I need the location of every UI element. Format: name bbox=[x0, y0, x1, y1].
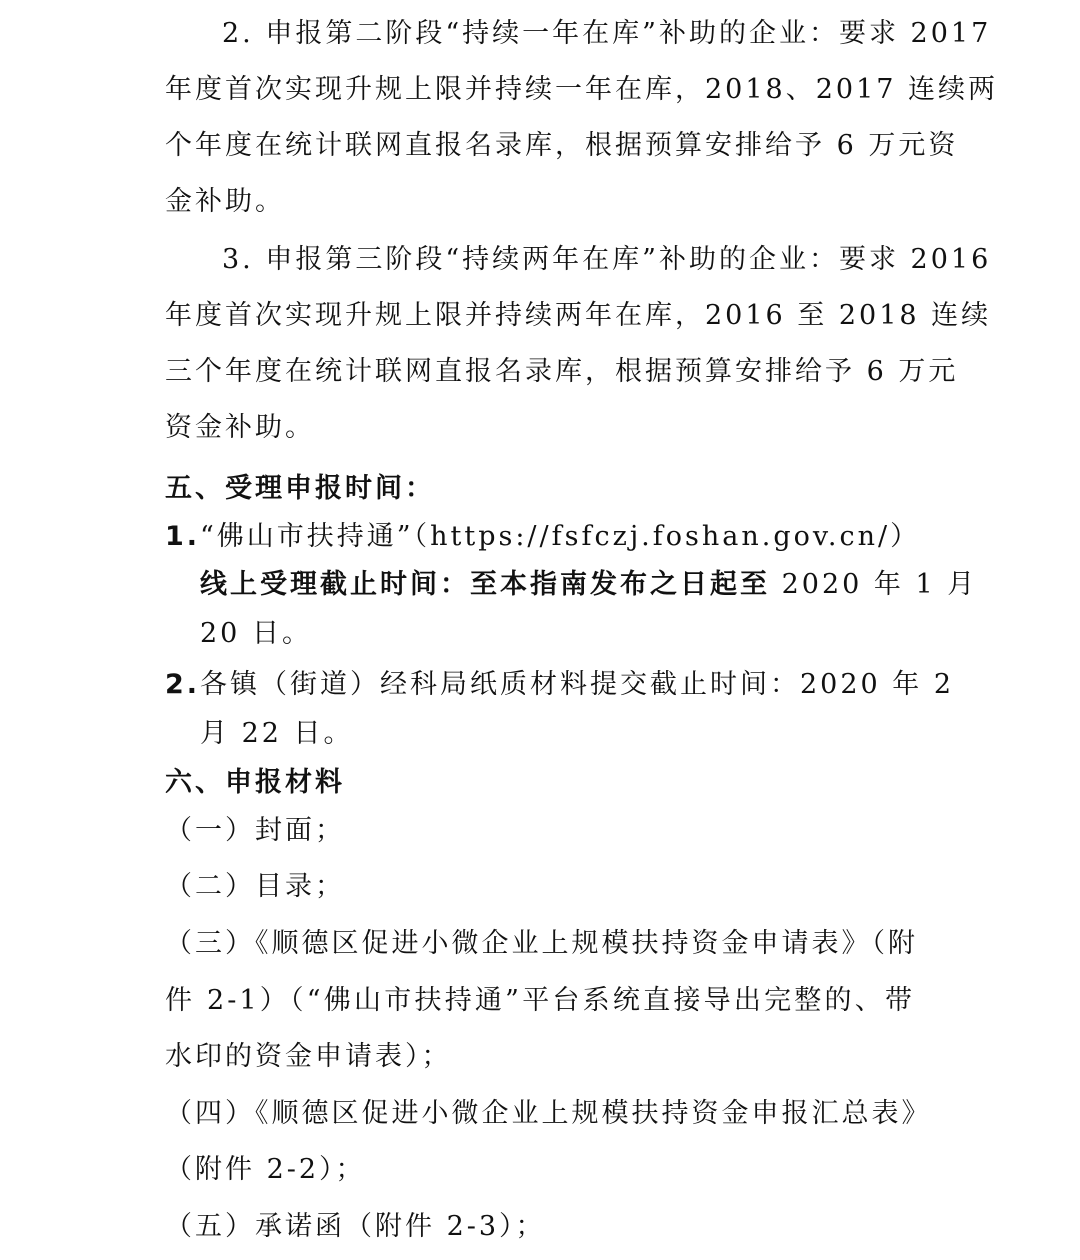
paragraph-line: 三个年度在统计联网直报名录库，根据预算安排给予 6 万元 bbox=[165, 356, 959, 387]
paragraph-line: 年度首次实现升规上限并持续一年在库，2018、2017 连续两 bbox=[165, 74, 999, 105]
list-item bbox=[165, 520, 921, 554]
paragraph-line: 2. 申报第二阶段“持续一年在库”补助的企业：要求 2017 bbox=[222, 18, 992, 49]
list-item: （四）《顺德区促进小微企业上规模扶持资金申报汇总表》 bbox=[165, 1098, 932, 1129]
list-item-continuation bbox=[200, 568, 978, 602]
list-item bbox=[165, 668, 955, 702]
paragraph-line: 3. 申报第三阶段“持续两年在库”补助的企业：要求 2016 bbox=[222, 244, 992, 275]
list-item-text: 各镇（街道）经科局纸质材料提交截止时间：2020 年 2 bbox=[200, 669, 955, 700]
list-item: （二）目录； bbox=[165, 871, 345, 902]
paragraph-line: 资金补助。 bbox=[165, 412, 315, 443]
section-heading: 五、受理申报时间： bbox=[165, 473, 435, 504]
list-item-text: 2020 年 1 月 bbox=[770, 569, 978, 600]
list-item: （一）封面； bbox=[165, 815, 345, 846]
list-item-continuation: 月 22 日。 bbox=[200, 718, 354, 749]
list-item-text: “佛山市扶持通”（https://fsfczj.foshan.gov.cn/） bbox=[200, 521, 921, 552]
bold-deadline-text: 线上受理截止时间：至本指南发布之日起至 bbox=[200, 569, 770, 600]
list-item: （三）《顺德区促进小微企业上规模扶持资金申请表》（附 bbox=[165, 928, 918, 959]
list-item-continuation: 水印的资金申请表）； bbox=[165, 1041, 452, 1072]
paragraph-line: 个年度在统计联网直报名录库，根据预算安排给予 6 万元资 bbox=[165, 130, 959, 161]
list-item-continuation: 件 2-1）（“佛山市扶持通”平台系统直接导出完整的、带 bbox=[165, 985, 915, 1016]
list-number: 2. bbox=[165, 669, 201, 700]
paragraph-line: 金补助。 bbox=[165, 186, 285, 217]
list-number: 1. bbox=[165, 521, 201, 552]
list-item: （五）承诺函（附件 2-3）； bbox=[165, 1211, 546, 1242]
paragraph-line: 年度首次实现升规上限并持续两年在库，2016 至 2018 连续 bbox=[165, 300, 992, 331]
section-heading: 六、申报材料 bbox=[165, 767, 345, 798]
list-item-continuation: （附件 2-2）； bbox=[165, 1154, 366, 1185]
list-item-continuation: 20 日。 bbox=[200, 618, 312, 649]
